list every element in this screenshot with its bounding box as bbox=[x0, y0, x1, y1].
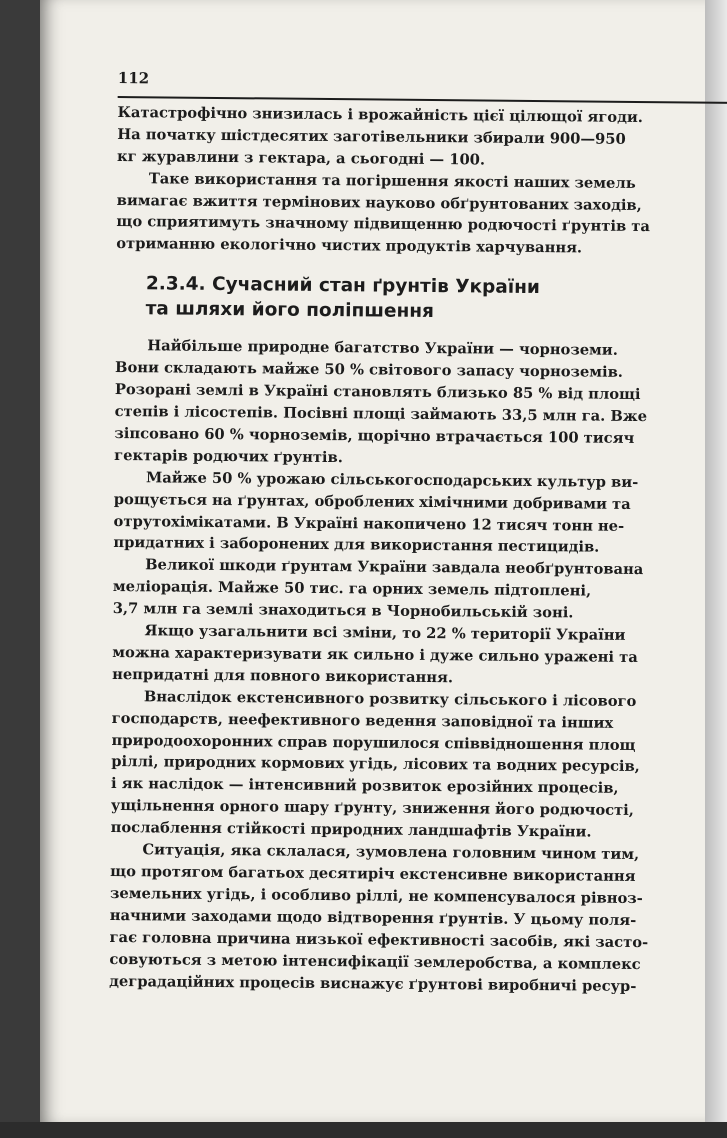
text-line: ущільнення орного шару ґрунту, зниження його родючості, bbox=[110, 797, 634, 820]
text-line: Вони складають майже 50 % світового запасу чорноземів. bbox=[114, 359, 624, 382]
text-line: Майже 50 % урожаю сільськогосподарських культур ви- bbox=[145, 468, 639, 491]
paragraph bbox=[109, 839, 726, 998]
paragraph bbox=[112, 620, 727, 692]
text-line: На початку шістдесятих заготівельники збирали 900—950 bbox=[117, 125, 626, 148]
text-line: зіпсовано 60 % чорноземів, щорічно втрачається 100 тисяч bbox=[114, 424, 635, 447]
text-line: придатних і заборонених для використання пестицидів. bbox=[113, 534, 600, 557]
scan-background-left bbox=[0, 0, 40, 1138]
text-line: отрутохімікатами. В Україні накопичено 12 тисяч тонн не- bbox=[113, 512, 625, 535]
text-line: природоохоронних справ порушилося співвідношення площ bbox=[111, 731, 636, 754]
page-content bbox=[109, 62, 727, 998]
scan-background-bottom bbox=[0, 1122, 727, 1138]
paragraph bbox=[116, 168, 727, 262]
text-line: послаблення стійкості природних ландшафтів України. bbox=[110, 819, 592, 841]
text-line: земельних угідь, і особливо ріллі, не компенсувалося рівноз- bbox=[109, 884, 643, 907]
top-paragraphs bbox=[116, 102, 727, 261]
text-line: степів і лісостепів. Посівні площі займають 33,5 млн га. Вже bbox=[114, 402, 648, 426]
text-line: вимагає вжиття термінових науково обґрунтованих заходів, bbox=[116, 191, 642, 214]
text-line: начними заходами щодо відтворення ґрунтів. У цьому поля- bbox=[109, 906, 637, 929]
book-page bbox=[40, 0, 705, 1122]
text-line: що протягом багатьох десятиріч екстенсивне використання bbox=[110, 862, 636, 886]
text-line: що сприятимуть значному підвищенню родючості ґрунтів та bbox=[116, 213, 651, 236]
page-number: 112 bbox=[117, 68, 150, 88]
text-line: отриманню екологічно чистих продуктів харчування. bbox=[116, 235, 583, 257]
text-line: Катастрофічно знизилась і врожайність цієї цілющої ягоди. bbox=[117, 103, 644, 126]
paragraph bbox=[117, 102, 727, 174]
text-line: непридатні для повного використання. bbox=[112, 665, 454, 687]
text-line: совуються з метою інтенсифікації землеробства, а комплекс bbox=[109, 950, 641, 973]
text-line: меліорація. Майже 50 тис. га орних земель підтоплені, bbox=[112, 578, 592, 600]
text-line: ріллі, природних кормових угідь, лісових та водних ресурсів, bbox=[111, 753, 640, 776]
paragraph bbox=[111, 686, 727, 845]
paragraph bbox=[114, 335, 727, 472]
text-line: гектарів родючих ґрунтів. bbox=[114, 446, 343, 466]
text-line: Внаслідок екстенсивного розвитку сільського і лісового bbox=[143, 688, 637, 710]
section-heading bbox=[146, 272, 727, 328]
paragraph bbox=[113, 554, 727, 626]
text-line: Якщо узагальнити всі зміни, то 22 % території України bbox=[144, 622, 626, 644]
text-line: Ситуація, яка склалася, зумовлена головним чином тим, bbox=[142, 841, 640, 864]
main-paragraphs bbox=[109, 335, 727, 998]
text-line: гає головна причина низької ефективності засобів, які засто- bbox=[109, 928, 649, 951]
text-line: Таке використання та погіршення якості наших земель bbox=[148, 169, 636, 192]
text-line: Найбільше природне багатство України — чорноземи. bbox=[147, 337, 618, 360]
text-line: деградаційних процесів виснажує ґрунтові виробничі ресур- bbox=[109, 972, 637, 995]
section-heading-line-1: 2.3.4. Сучасний стан ґрунтів України bbox=[145, 273, 541, 299]
text-line: рощується на ґрунтах, оброблених хімічними добривами та bbox=[113, 490, 631, 513]
text-line: Розорані землі в Україні становлять близько 85 % від площі bbox=[114, 381, 641, 404]
text-line: кг журавлини з гектара, а сьогодні — 100. bbox=[117, 147, 486, 169]
text-line: 3,7 млн га землі знаходиться в Чорнобильській зоні. bbox=[112, 600, 574, 622]
text-line: можна характеризувати як сильно і дуже сильно уражені та bbox=[112, 643, 638, 666]
section-heading-line-2: та шляхи його поліпшення bbox=[145, 298, 435, 323]
paragraph bbox=[113, 467, 727, 561]
text-line: і як наслідок — інтенсивний розвиток ерозійних процесів, bbox=[110, 775, 619, 798]
text-line: господарств, неефективного ведення заповідної та інших bbox=[111, 709, 614, 732]
text-line: Великої шкоди ґрунтам України завдала необґрунтована bbox=[145, 556, 644, 579]
